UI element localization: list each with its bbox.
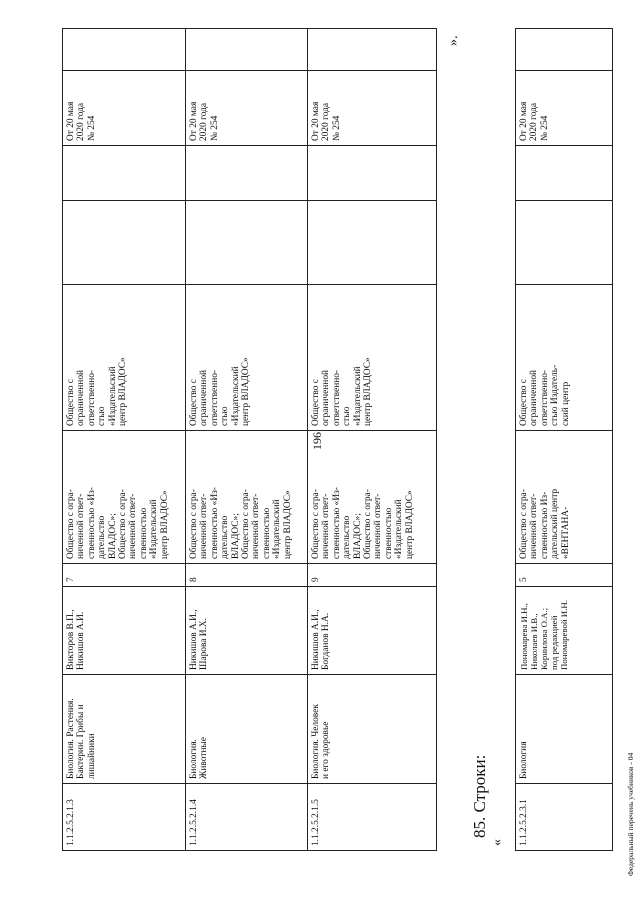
cell-subject: Биология. Растения. Бактерии. Грибы и лишайники [66, 698, 97, 779]
cell-code: 1.1.2.5.2.3.1 [519, 799, 529, 846]
table-row [66, 799, 76, 846]
cell-date: От 20 мая 2020 года № 254 [519, 101, 550, 141]
cell-code: 1.1.2.5.2.1.3 [66, 799, 76, 846]
cell-subject: Биология. Животные [189, 737, 210, 779]
section-heading: 85. Строки: [470, 754, 489, 838]
opening-quote: « [490, 839, 505, 846]
cell-authors: Никишов А.И., Богданов Н.А. [311, 609, 332, 670]
cell-code: 1.1.2.5.2.1.4 [189, 799, 199, 846]
cell-authors: Викторов В.П., Никишов А.И. [66, 609, 87, 670]
cell-organization: Общество с ограниченной ответственно- стью Издатель- ский центр [519, 364, 571, 426]
table-row [189, 799, 199, 846]
cell-date: От 20 мая 2020 года № 254 [189, 101, 220, 141]
cell-authors: Никишов А.И., Шарова И.Х. [189, 609, 210, 670]
cell-date: От 20 мая 2020 года № 254 [66, 101, 97, 141]
cell-organization: Общество с ограниченной ответственно- стью «Издательский центр ВЛАДОС» [66, 357, 129, 426]
table-row [311, 799, 321, 846]
cell-organization: Общество с ограниченной ответственно- стью «Издательский центр ВЛАДОС» [311, 357, 374, 426]
cell-organization: Общество с ограниченной ответственно- стью «Издательский центр ВЛАДОС» [189, 357, 252, 426]
cell-code: 1.1.2.5.2.1.5 [311, 799, 321, 846]
closing-quote: ». [446, 35, 461, 46]
footer-text: Федеральный перечень учебников - 04 [626, 752, 635, 876]
cell-authors: Пономарева И.Н., Николаев И.В., Корнилова О.А.; под редакцией Пономаревой И.Н. [519, 600, 569, 670]
cell-publisher: Общество с огра- ниченной ответ- ственностью «Из- дательство ВЛАДОС»; Общество с огра- ниченной ответ- ственностью «Издательский центр ВЛАДОС» [66, 487, 170, 559]
cell-subject: Биология [519, 741, 529, 779]
cell-date: От 20 мая 2020 года № 254 [311, 101, 342, 141]
cell-grade: 7 [66, 577, 76, 582]
cell-publisher: Общество с огра- ниченной ответ- ственностью «Из- дательство ВЛАДОС»; Общество с огра- ниченной ответ- ственностью «Издательский центр ВЛАДОС» [311, 487, 415, 559]
cell-grade: 5 [519, 577, 529, 582]
cell-publisher: Общество с огра- ниченной ответ- ственностью «Из- дательство ВЛАДОС»; Общество с огра- ниченной ответ- ственностью «Издательский центр ВЛАДОС» [189, 487, 293, 559]
page-number: 196 [310, 432, 324, 450]
cell-grade: 8 [189, 577, 199, 582]
cell-publisher: Общество с огра- ниченной ответ- ственностью Из- дательский центр «ВЕНТАНА- [519, 488, 571, 559]
table-row [519, 799, 529, 846]
cell-grade: 9 [311, 577, 321, 582]
cell-subject: Биология. Человек и его здоровье [311, 704, 332, 779]
